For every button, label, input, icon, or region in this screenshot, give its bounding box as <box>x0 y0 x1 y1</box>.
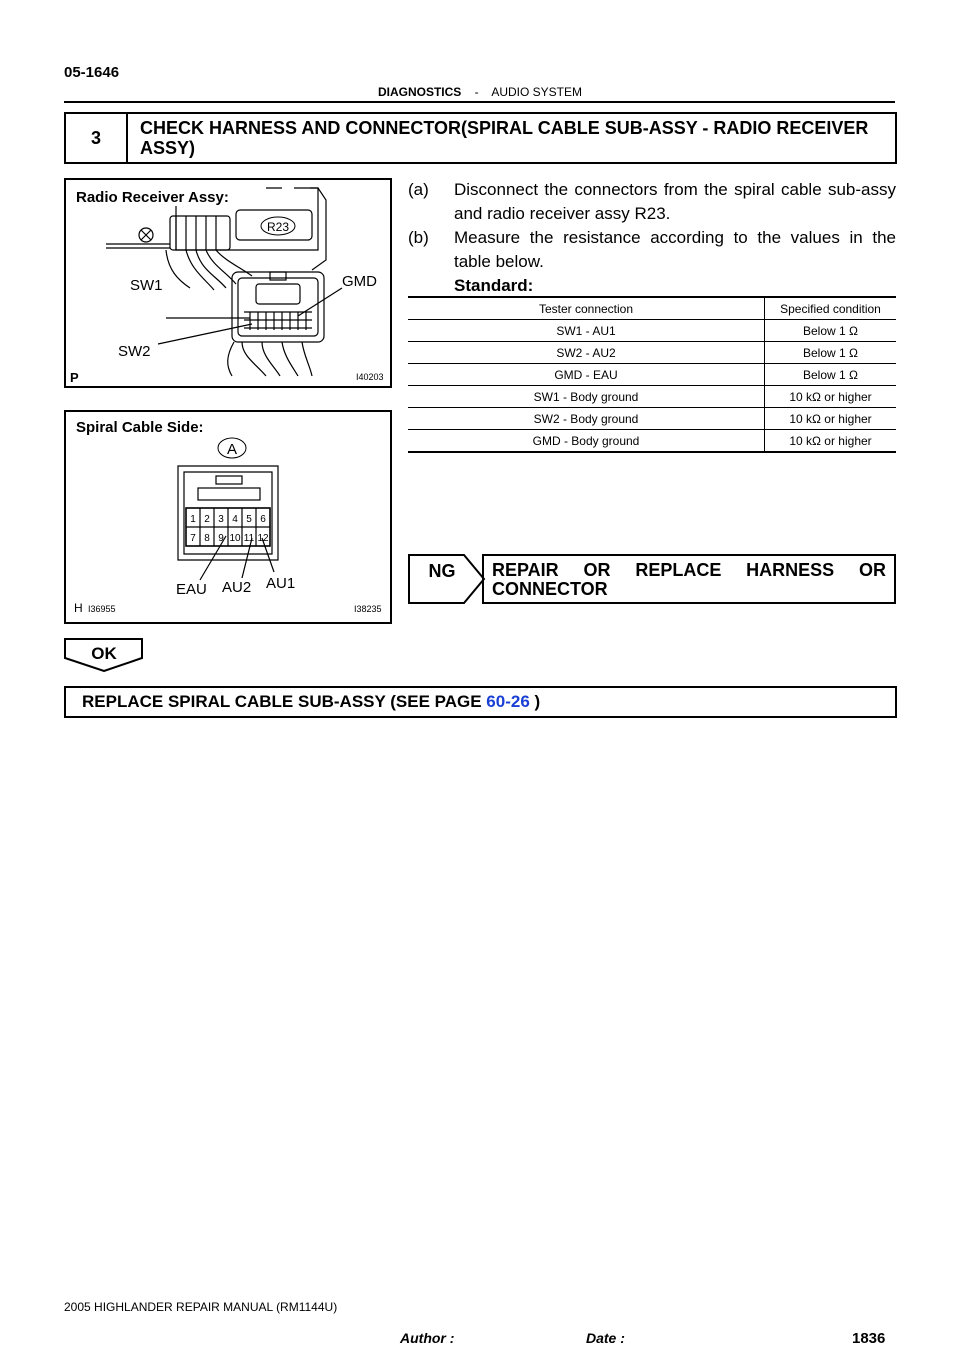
section-title <box>0 85 960 99</box>
final-text-after: ) <box>529 692 541 711</box>
standard-label: Standard: <box>454 276 534 295</box>
ok-arrow-tag <box>64 638 144 672</box>
ok-tag: OK <box>91 644 117 663</box>
section-name: DIAGNOSTICS <box>377 85 462 99</box>
fig2-connector-label: A <box>226 441 238 458</box>
table-row <box>408 364 896 386</box>
step-number: 3 <box>66 114 128 162</box>
header-rule <box>64 101 895 103</box>
cell-condition: Below 1 Ω <box>765 364 897 386</box>
table-row <box>408 430 896 453</box>
fig2-corner-mark: H <box>74 601 83 615</box>
table-row <box>408 386 896 408</box>
radio-receiver-figure <box>64 178 392 388</box>
instruction-mark: (a) <box>408 180 429 199</box>
pin-12: 12 <box>257 533 269 544</box>
pin-5: 5 <box>246 514 252 525</box>
fig2-label-au2: AU2 <box>222 579 252 596</box>
pin-10: 10 <box>229 533 241 544</box>
cell-connection: GMD - Body ground <box>408 430 765 453</box>
instruction-text: Disconnect the connectors from the spiral cable sub-assy and radio receiver assy R23. <box>454 180 896 223</box>
step-box <box>64 112 897 164</box>
cell-condition: 10 kΩ or higher <box>765 408 897 430</box>
section-separator: - <box>474 85 479 99</box>
fig1-label-gmd: GMD <box>342 273 377 290</box>
fig1-connector-label: R23 <box>266 220 290 234</box>
fig2-label-au1: AU1 <box>266 575 296 592</box>
page-reference-link[interactable]: 60-26 <box>486 692 530 711</box>
pin-7: 7 <box>190 533 196 544</box>
header-tester-connection: Tester connection <box>408 297 765 320</box>
ng-tag: NG <box>428 561 456 581</box>
cell-connection: GMD - EAU <box>408 364 765 386</box>
spec-table <box>408 296 896 453</box>
header-specified-condition: Specified condition <box>765 297 897 320</box>
cell-condition: Below 1 Ω <box>765 320 897 342</box>
ng-arrow-tag <box>408 554 488 604</box>
cell-connection: SW2 - Body ground <box>408 408 765 430</box>
pin-3: 3 <box>218 514 224 525</box>
table-row <box>408 320 896 342</box>
radio-receiver-illustration <box>66 180 390 386</box>
pin-6: 6 <box>260 514 266 525</box>
cell-connection: SW2 - AU2 <box>408 342 765 364</box>
final-action-text <box>82 692 540 712</box>
ng-action-text: REPAIR OR REPLACE HARNESS OR CONNECTOR <box>492 560 886 599</box>
footer-author-label: Author : <box>400 1330 455 1346</box>
cell-condition: 10 kΩ or higher <box>765 430 897 453</box>
instructions <box>408 178 896 298</box>
fig2-title: Spiral Cable Side: <box>76 419 204 436</box>
subsection-name: AUDIO SYSTEM <box>491 85 583 99</box>
instruction-mark: (b) <box>408 228 429 247</box>
cell-connection: SW1 - AU1 <box>408 320 765 342</box>
footer-date-label: Date : <box>586 1330 625 1346</box>
fig1-label-sw1: SW1 <box>130 277 163 294</box>
ok-result <box>64 638 144 672</box>
ng-action-box <box>482 554 896 604</box>
pin-11: 11 <box>243 533 255 544</box>
final-text-before: REPLACE SPIRAL CABLE SUB-ASSY (SEE PAGE <box>82 692 487 711</box>
spiral-cable-illustration <box>66 412 390 622</box>
fig2-code-right: I38235 <box>354 604 382 614</box>
pin-9: 9 <box>218 533 224 544</box>
pin-4: 4 <box>232 514 238 525</box>
table-header-row <box>408 297 896 320</box>
cell-condition: Below 1 Ω <box>765 342 897 364</box>
final-action-box <box>64 686 897 718</box>
instruction-text: Measure the resistance according to the values in the table below. <box>454 228 896 271</box>
ng-result <box>408 554 896 604</box>
fig1-corner-mark: P <box>70 370 79 385</box>
spiral-cable-figure <box>64 410 392 624</box>
fig2-code-left: I36955 <box>88 604 116 614</box>
pin-1: 1 <box>190 514 196 525</box>
fig1-label-sw2: SW2 <box>118 343 151 360</box>
page-number: 05-1646 <box>64 64 120 81</box>
pin-8: 8 <box>204 533 210 544</box>
table-row <box>408 408 896 430</box>
footer-manual-title: 2005 HIGHLANDER REPAIR MANUAL (RM1144U) <box>64 1300 338 1314</box>
fig1-title: Radio Receiver Assy: <box>76 189 229 206</box>
instruction-item <box>408 178 896 226</box>
table-row <box>408 342 896 364</box>
fig2-label-eau: EAU <box>176 581 207 598</box>
cell-condition: 10 kΩ or higher <box>765 386 897 408</box>
pin-2: 2 <box>204 514 210 525</box>
cell-connection: SW1 - Body ground <box>408 386 765 408</box>
step-title: CHECK HARNESS AND CONNECTOR(SPIRAL CABLE SUB-ASSY - RADIO RECEIVER ASSY) <box>140 118 869 158</box>
fig1-code: I40203 <box>356 372 384 382</box>
instruction-item <box>408 226 896 274</box>
footer-page-number: 1836 <box>852 1330 886 1347</box>
